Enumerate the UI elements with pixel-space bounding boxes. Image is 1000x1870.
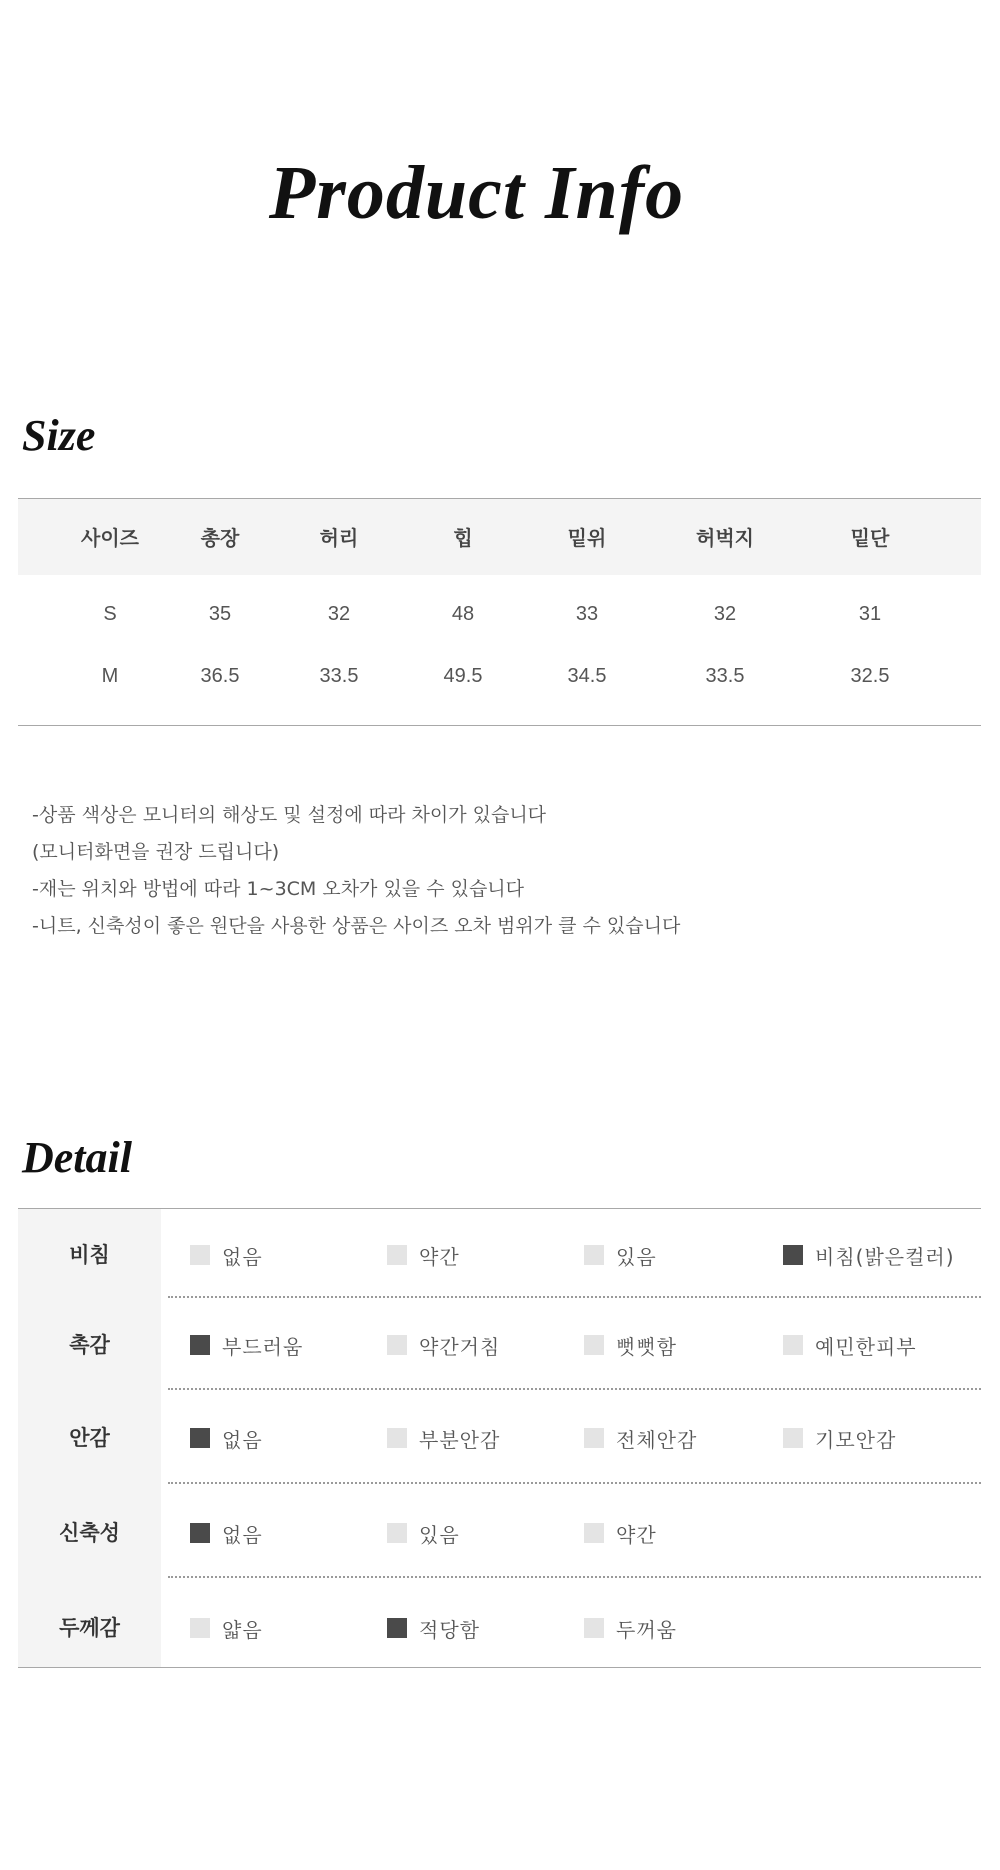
row-divider (168, 1482, 981, 1484)
detail-option-label: 있음 (419, 1522, 460, 1547)
detail-row-label: 안감 (69, 1426, 110, 1450)
detail-option-label: 적당함 (419, 1617, 480, 1642)
detail-option-label: 부분안감 (419, 1427, 501, 1452)
detail-option-label: 얇음 (222, 1617, 263, 1642)
detail-row-label: 비침 (69, 1243, 110, 1267)
size-notes (32, 797, 680, 945)
detail-option (584, 1209, 657, 1301)
detail-option (387, 1487, 460, 1579)
detail-option-label: 뻣뻣함 (616, 1334, 677, 1359)
size-header-thigh: 허벅지 (696, 526, 754, 550)
detail-option (584, 1392, 697, 1484)
size-header-length: 총장 (200, 526, 240, 550)
detail-option-label: 예민한피부 (815, 1334, 917, 1359)
note-line: -니트, 신축성이 좋은 원단을 사용한 상품은 사이즈 오차 범위가 클 수 있습니다 (32, 915, 681, 937)
size-row-m (18, 665, 981, 695)
size-cell: 48 (451, 603, 475, 625)
detail-option (584, 1487, 657, 1579)
size-cell: 49.5 (443, 665, 483, 687)
page-title: Product Info (268, 151, 685, 235)
size-section-title: Size (22, 411, 96, 460)
detail-row-stretch (18, 1487, 981, 1579)
size-cell: S (103, 603, 117, 625)
size-cell: 31 (858, 603, 882, 625)
detail-option (190, 1582, 263, 1674)
detail-row-label: 촉감 (69, 1333, 110, 1357)
detail-option-label: 부드러움 (222, 1334, 304, 1359)
unchecked-box-icon (387, 1335, 407, 1355)
detail-option-label: 기모안감 (815, 1427, 897, 1452)
detail-option-label: 비침(밝은컬러) (815, 1244, 955, 1269)
unchecked-box-icon (584, 1335, 604, 1355)
row-divider (168, 1576, 981, 1578)
unchecked-box-icon (387, 1245, 407, 1265)
note-line: -재는 위치와 방법에 따라 1~3CM 오차가 있을 수 있습니다 (32, 878, 525, 900)
size-header-rise: 밑위 (567, 526, 607, 550)
detail-option (783, 1392, 896, 1484)
size-header-size: 사이즈 (81, 526, 139, 550)
unchecked-box-icon (584, 1428, 604, 1448)
detail-option (190, 1299, 303, 1391)
checked-box-icon (190, 1335, 210, 1355)
detail-option (387, 1299, 500, 1391)
unchecked-box-icon (584, 1618, 604, 1638)
unchecked-box-icon (783, 1428, 803, 1448)
checked-box-icon (387, 1618, 407, 1638)
size-table-header (18, 499, 981, 575)
detail-row-texture (18, 1299, 981, 1391)
size-header-waist: 허리 (319, 526, 359, 550)
detail-row-see-through (18, 1209, 981, 1301)
detail-row-lining (18, 1392, 981, 1484)
size-table (18, 498, 981, 726)
detail-option-label: 약간 (419, 1244, 460, 1269)
row-divider (168, 1296, 981, 1298)
unchecked-box-icon (190, 1618, 210, 1638)
note-line: -상품 색상은 모니터의 해상도 및 설정에 따라 차이가 있습니다 (32, 804, 547, 826)
size-row-s (18, 603, 981, 633)
detail-option-label: 전체안감 (616, 1427, 698, 1452)
unchecked-box-icon (584, 1523, 604, 1543)
size-cell: 33 (575, 603, 599, 625)
unchecked-box-icon (387, 1428, 407, 1448)
size-cell: 32.5 (850, 665, 890, 687)
detail-option-label: 두꺼움 (616, 1617, 677, 1642)
detail-option-label: 없음 (222, 1427, 263, 1452)
detail-option (783, 1299, 917, 1391)
detail-option-label: 있음 (616, 1244, 657, 1269)
detail-row-thickness (18, 1582, 981, 1674)
detail-option (387, 1582, 480, 1674)
unchecked-box-icon (783, 1335, 803, 1355)
note-line: (모니터화면을 권장 드립니다) (32, 841, 280, 863)
detail-option-label: 없음 (222, 1522, 263, 1547)
detail-option (387, 1209, 460, 1301)
detail-row-label: 두께감 (59, 1616, 120, 1640)
detail-row-label: 신축성 (59, 1521, 120, 1545)
detail-table (18, 1208, 981, 1668)
detail-option (584, 1582, 677, 1674)
detail-option-label: 약간거침 (419, 1334, 501, 1359)
size-cell: 32 (327, 603, 351, 625)
checked-box-icon (783, 1245, 803, 1265)
checked-box-icon (190, 1523, 210, 1543)
detail-option (190, 1392, 263, 1484)
size-cell: 36.5 (200, 665, 240, 687)
size-cell: 33.5 (705, 665, 745, 687)
detail-option (190, 1487, 263, 1579)
detail-option-label: 없음 (222, 1244, 263, 1269)
size-cell: 33.5 (319, 665, 359, 687)
unchecked-box-icon (387, 1523, 407, 1543)
size-cell: M (101, 665, 119, 687)
detail-option (190, 1209, 263, 1301)
detail-option-label: 약간 (616, 1522, 657, 1547)
checked-box-icon (190, 1428, 210, 1448)
unchecked-box-icon (190, 1245, 210, 1265)
detail-option (387, 1392, 500, 1484)
size-header-hem: 밑단 (850, 526, 890, 550)
size-header-hip: 힙 (453, 526, 473, 550)
detail-option (584, 1299, 677, 1391)
size-cell: 35 (208, 603, 232, 625)
row-divider (168, 1388, 981, 1390)
detail-option (783, 1209, 955, 1301)
size-cell: 32 (713, 603, 737, 625)
unchecked-box-icon (584, 1245, 604, 1265)
size-cell: 34.5 (567, 665, 607, 687)
detail-section-title: Detail (22, 1133, 132, 1182)
